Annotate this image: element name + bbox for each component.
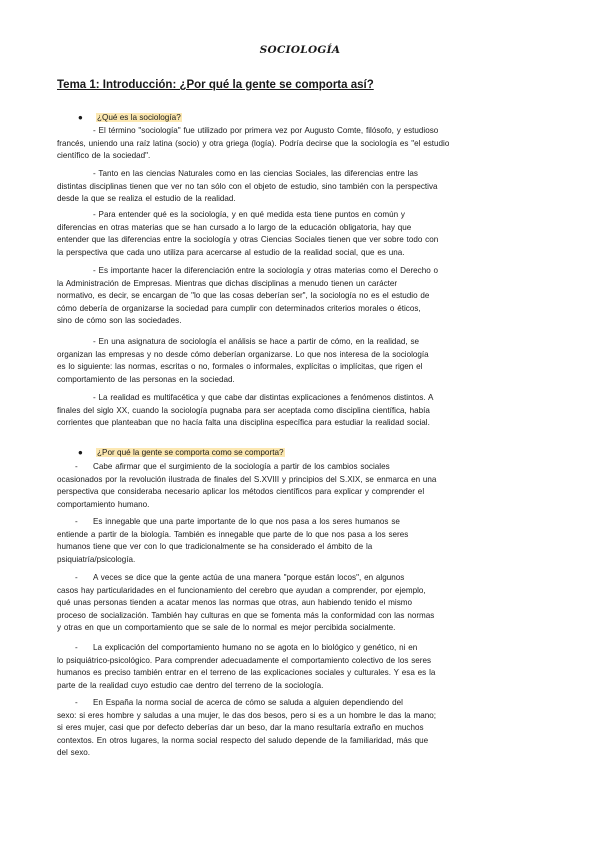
dash-marker: - — [75, 462, 78, 471]
text-line: entender que las diferencias entre la sociología y otras Ciencias Sociales tienen que ver sobre todo con — [57, 235, 439, 244]
s2-paragraph-3 — [57, 572, 545, 635]
text-line: comportamiento de las personas en la sociedad. — [57, 374, 235, 384]
s1-paragraph-5 — [57, 336, 545, 386]
text-line: - Para entender qué es la sociología, y en qué medida esta tiene puntos en común y — [93, 210, 405, 219]
text-line: es lo siguiente: las normas, escritas o no, formales o informales, explícitas o implícitas, que rigen el — [57, 362, 423, 371]
text-line: comportamiento humano. — [57, 499, 150, 509]
s1-paragraph-3 — [57, 209, 545, 259]
text-line: normativo, es decir, se encargan de "lo que las cosas deberían ser", la sociología no es el estudio de — [57, 291, 430, 300]
tema-heading: Tema 1: Introducción: ¿Por qué la gente se comporta así? — [57, 79, 374, 91]
s2-paragraph-4 — [57, 642, 545, 692]
text-line: distintas disciplinas tienen que ver no tan sólo con el objeto de estudio, sino también con la perspectiva — [57, 181, 438, 191]
text-line: desde la que se realiza el estudio de la realidad. — [57, 194, 236, 203]
text-line: lo psiquiátrico-psicológico. Para comprender adecuadamente el comportamiento colectivo de los seres — [57, 655, 432, 665]
s1-paragraph-1 — [57, 125, 545, 163]
s1-paragraph-6 — [57, 392, 545, 430]
text-line: sino de cómo son las sociedades. — [57, 316, 182, 325]
s2-paragraph-2 — [57, 516, 545, 566]
section-2-heading — [78, 448, 285, 457]
document-title: SOCIOLOGÍA — [259, 44, 341, 56]
text-line: entiende a partir de la biología. También es innegable que parte de lo que nos pasa a los seres — [57, 529, 409, 539]
text-line — [57, 461, 545, 474]
text-line: contextos. En otros lugares, la norma social respecto del saludo depende de la familiaridad, más que — [57, 735, 429, 745]
s1-paragraph-4 — [57, 265, 545, 328]
text-line: humanos es preciso también entrar en el terreno de las explicaciones sociales y culturales. Y esa es la — [57, 668, 436, 677]
text-line: diferencias en otras materias que se han cursado a lo largo de la educación obligatoria, hay que — [57, 222, 412, 232]
text-line: humanos tiene que ver con lo que tradicionalmente se ha considerado el ámbito de la — [57, 542, 373, 551]
text-line — [57, 642, 545, 655]
text-line: del sexo. — [57, 748, 90, 757]
bullet-icon: ● — [78, 448, 83, 457]
text-line: - La realidad es multifacética y que cabe dar distintas explicaciones a fenómenos distintos. A — [93, 393, 434, 402]
text-line-content: La explicación del comportamiento humano no se agota en lo biológico y genético, ni en — [93, 643, 418, 652]
text-line: - En una asignatura de sociología el análisis se hace a partir de cómo, en la realidad, se — [93, 337, 420, 346]
text-line: la Administración de Empresas. Mientras que dichas disciplinas a menudo tienen un carácter — [57, 278, 398, 288]
text-line: - Tanto en las ciencias Naturales como en las ciencias Sociales, las diferencias entre las — [93, 169, 418, 178]
text-line: cómo debería de organizarse la sociedad para cumplir con determinados criterios morales o éticos, — [57, 303, 421, 313]
dash-marker: - — [75, 698, 78, 707]
text-line: si eres mujer, casi que por defecto deberías dar un beso, dar la mano resultaría extraño en muchos — [57, 723, 424, 732]
text-line: francés, uniendo una raíz latina (socio) y otra griega (logía). Podría decirse que la sociología es "el estudio — [57, 138, 450, 148]
text-line — [57, 516, 545, 529]
text-line — [57, 572, 545, 585]
section-1-heading-text: ¿Qué es la sociología? — [97, 113, 181, 122]
s1-paragraph-2 — [57, 168, 545, 206]
section-2-heading-text: ¿Por qué la gente se comporta como se comporta? — [97, 448, 284, 457]
s2-paragraph-1 — [57, 461, 545, 511]
text-line: organizan las empresas y no desde cómo deberían organizarse. Lo que nos interesa de la sociología — [57, 349, 429, 359]
s2-paragraph-5 — [57, 697, 545, 760]
text-line: la perspectiva que cada uno utiliza para acercarse al estudio de la realidad social, que es una. — [57, 247, 405, 257]
bullet-icon: ● — [78, 113, 83, 122]
text-line: corrientes que planteaban que no hacía falta una disciplina específica para estudiar la realidad social. — [57, 418, 430, 427]
text-line: sexo: si eres hombre y saludas a una mujer, le das dos besos, pero si es a un hombre le das la mano; — [57, 710, 436, 720]
text-line: finales del siglo XX, cuando la sociología pugnaba para ser aceptada como disciplina científica, había — [57, 405, 430, 415]
section-1-heading — [78, 113, 182, 122]
text-line: parte de la realidad cuyo estudio cae dentro del terreno de la sociología. — [57, 680, 324, 690]
text-line: - Es importante hacer la diferenciación entre la sociología y otras materias como el Derecho o — [93, 266, 439, 275]
dash-marker: - — [75, 643, 78, 652]
text-line: científico de la sociedad". — [57, 151, 151, 160]
text-line: - El término "sociología" fue utilizado por primera vez por Augusto Comte, filósofo, y estudioso — [93, 126, 439, 135]
text-line: perspectiva que consideraba necesario aplicar los métodos científicos para explicar y comprender el — [57, 487, 425, 496]
dash-marker: - — [75, 573, 78, 582]
text-line: psiquiatría/psicología. — [57, 554, 136, 564]
text-line — [57, 697, 545, 710]
text-line: ocasionados por la revolución ilustrada de finales del S.XVIII y principios del S.XIX, se enmarca en una — [57, 474, 437, 484]
text-line: proceso de socialización. También hay culturas en que se fomenta más la conformidad con las normas — [57, 610, 435, 620]
dash-marker: - — [75, 517, 78, 526]
text-line-content: Cabe afirmar que el surgimiento de la sociología a partir de los cambios sociales — [93, 462, 390, 471]
text-line: qué unas personas tienden a acatar menos las normas que otras, aun habiendo tenido el mismo — [57, 598, 412, 607]
text-line: casos hay particularidades en el funcionamiento del cerebro que ayudan a comprender, por ejemplo, — [57, 585, 426, 595]
text-line-content: En España la norma social de acerca de cómo se saluda a alguien dependiendo del — [93, 698, 403, 707]
text-line: y otras en que un comportamiento que se sale de lo normal es mejor percibida socialmente. — [57, 623, 396, 632]
text-line-content: Es innegable que una parte importante de lo que nos pasa a los seres humanos se — [93, 517, 400, 526]
text-line-content: A veces se dice que la gente actúa de una manera "porque están locos", en algunos — [93, 573, 405, 582]
